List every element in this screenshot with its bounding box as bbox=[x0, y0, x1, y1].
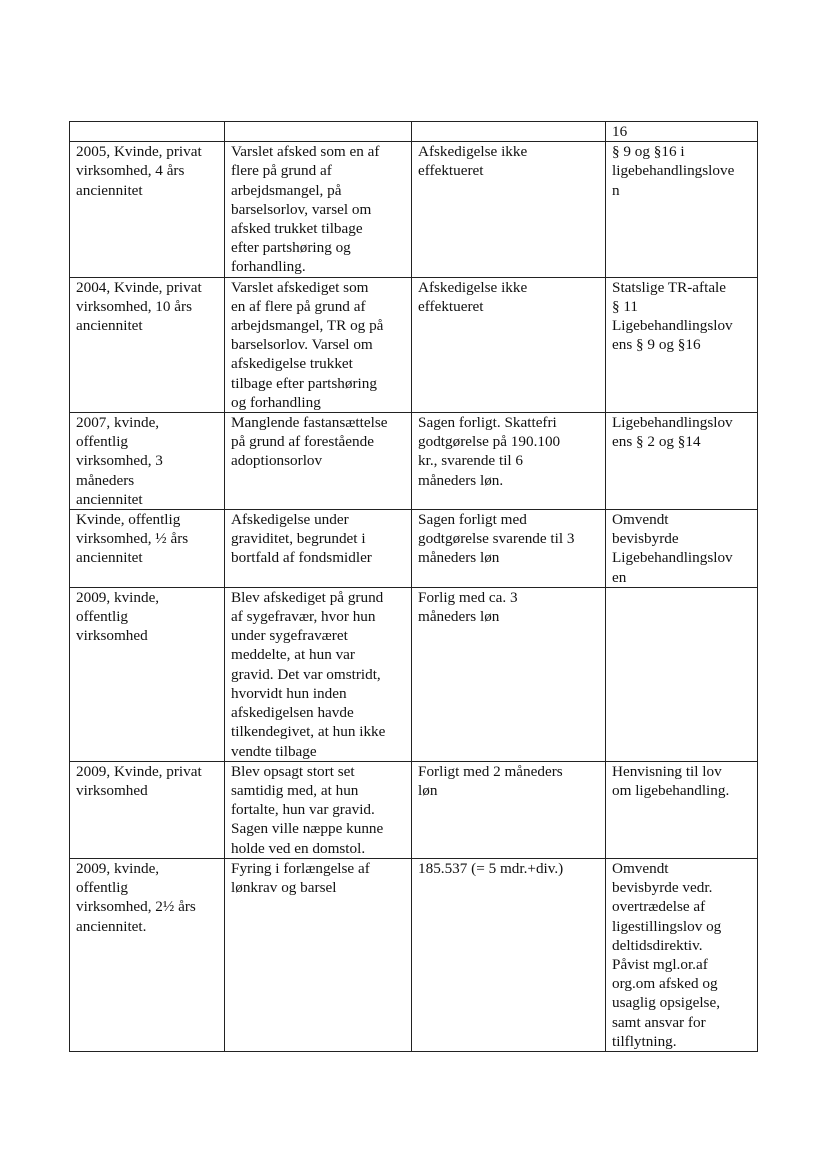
table-cell-outcome: Sagen forligt med godtgørelse svarende til 3 måneders løn bbox=[412, 510, 606, 588]
table-cell-legal-basis: Henvisning til lov om ligebehandling. bbox=[606, 761, 758, 858]
table-cell-description bbox=[225, 122, 412, 142]
table-cell-description: Varslet afskediget som en af flere på grund af arbejdsmangel, TR og på barselsorlov. Varsel om afskedigelse trukket tilbage efter partshøring og forhandling bbox=[225, 277, 412, 412]
table-cell-legal-basis: Omvendt bevisbyrde Ligebehandlingslov en bbox=[606, 510, 758, 588]
table-cell-description: Blev afskediget på grund af sygefravær, hvor hun under sygefraværet meddelte, at hun var gravid. Det var omstridt, hvorvidt hun inden afskedigelsen havde tilkendegivet, at hun ikke vendte tilbage bbox=[225, 587, 412, 761]
table-cell-description: Manglende fastansættelse på grund af forestående adoptionsorlov bbox=[225, 413, 412, 510]
table-cell-outcome: Forlig med ca. 3 måneders løn bbox=[412, 587, 606, 761]
case-table bbox=[69, 121, 758, 1052]
table-cell-legal-basis: Ligebehandlingslov ens § 2 og §14 bbox=[606, 413, 758, 510]
table-cell-description: Varslet afsked som en af flere på grund af arbejdsmangel, på barselsorlov, varsel om afsked trukket tilbage efter partshøring og forhandling. bbox=[225, 142, 412, 277]
table-cell-case bbox=[70, 122, 225, 142]
table-cell-case: 2004, Kvinde, privat virksomhed, 10 års anciennitet bbox=[70, 277, 225, 412]
table-cell-outcome: Afskedigelse ikke effektueret bbox=[412, 142, 606, 277]
table-cell-outcome: Sagen forligt. Skattefri godtgørelse på 190.100 kr., svarende til 6 måneders løn. bbox=[412, 413, 606, 510]
table-cell-legal-basis bbox=[606, 587, 758, 761]
table-cell-legal-basis: 16 bbox=[606, 122, 758, 142]
table-row bbox=[70, 587, 758, 761]
table-cell-case: Kvinde, offentlig virksomhed, ½ års anciennitet bbox=[70, 510, 225, 588]
table-cell-legal-basis: § 9 og §16 i ligebehandlingslove n bbox=[606, 142, 758, 277]
table-cell-case: 2009, Kvinde, privat virksomhed bbox=[70, 761, 225, 858]
table-row bbox=[70, 413, 758, 510]
table-row bbox=[70, 142, 758, 277]
table-cell-outcome: 185.537 (= 5 mdr.+div.) bbox=[412, 858, 606, 1051]
table-cell-legal-basis: Omvendt bevisbyrde vedr. overtrædelse af ligestillingslov og deltidsdirektiv. Påvist mgl.or.af org.om afsked og usaglig opsigelse, samt ansvar for tilflytning. bbox=[606, 858, 758, 1051]
table-row bbox=[70, 858, 758, 1051]
table-cell-case: 2005, Kvinde, privat virksomhed, 4 års anciennitet bbox=[70, 142, 225, 277]
table-row bbox=[70, 277, 758, 412]
table-cell-outcome bbox=[412, 122, 606, 142]
table-cell-case: 2009, kvinde, offentlig virksomhed, 2½ års anciennitet. bbox=[70, 858, 225, 1051]
table-cell-case: 2007, kvinde, offentlig virksomhed, 3 måneders anciennitet bbox=[70, 413, 225, 510]
table-cell-description: Blev opsagt stort set samtidig med, at hun fortalte, hun var gravid. Sagen ville næppe kunne holde ved en domstol. bbox=[225, 761, 412, 858]
table-row bbox=[70, 761, 758, 858]
table-cell-case: 2009, kvinde, offentlig virksomhed bbox=[70, 587, 225, 761]
table-cell-legal-basis: Statslige TR-aftale § 11 Ligebehandlingslov ens § 9 og §16 bbox=[606, 277, 758, 412]
table-cell-description: Fyring i forlængelse af lønkrav og barsel bbox=[225, 858, 412, 1051]
table-cell-outcome: Afskedigelse ikke effektueret bbox=[412, 277, 606, 412]
table-cell-description: Afskedigelse under graviditet, begrundet i bortfald af fondsmidler bbox=[225, 510, 412, 588]
table-row bbox=[70, 510, 758, 588]
table-row bbox=[70, 122, 758, 142]
table-cell-outcome: Forligt med 2 måneders løn bbox=[412, 761, 606, 858]
